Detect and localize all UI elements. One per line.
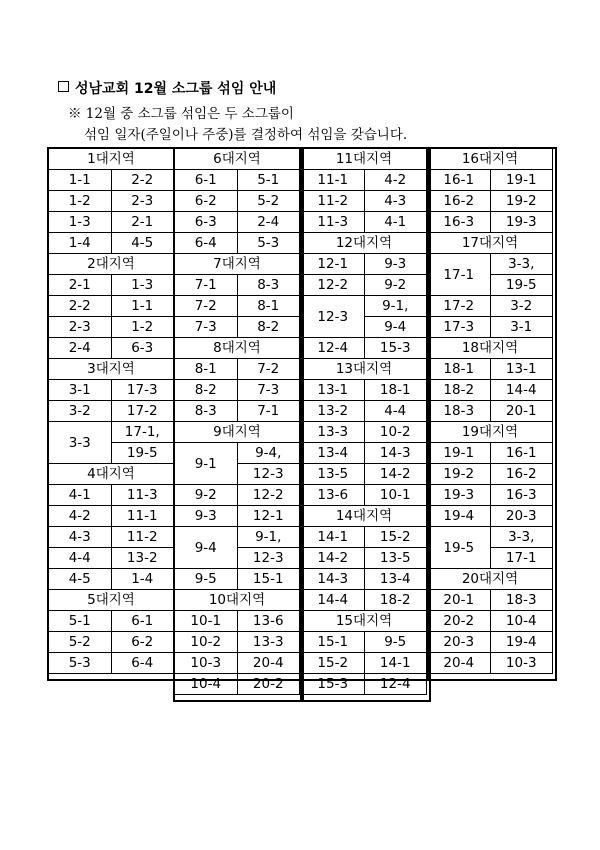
- table-row: [302, 191, 427, 212]
- partner-cell: 8-2: [237, 317, 300, 338]
- group-cell: 7-3: [175, 317, 238, 338]
- partner-cell: 9-5: [364, 632, 427, 653]
- partner-cell: 17-1,: [111, 422, 174, 443]
- group-cell: 17-2: [428, 296, 491, 317]
- partner-cell: 11-3: [111, 485, 174, 506]
- partner-cell: 12-4: [364, 674, 427, 695]
- region-header: 4대지역: [49, 464, 174, 485]
- partner-cell: 3-1: [490, 317, 553, 338]
- partner-cell: 2-2: [111, 170, 174, 191]
- table-row: [175, 359, 300, 380]
- group-cell: 1-3: [49, 212, 112, 233]
- table-row: [49, 653, 174, 674]
- partner-cell: 10-1: [364, 485, 427, 506]
- group-cell: 17-1: [428, 254, 491, 296]
- partner-cell: 20-4: [237, 653, 300, 674]
- table-row: [428, 632, 553, 653]
- schedule-column-4: [427, 148, 553, 674]
- table-row: [302, 254, 427, 275]
- table-row: [175, 653, 300, 674]
- table-row: [428, 191, 553, 212]
- partner-cell: 14-2: [364, 464, 427, 485]
- table-row: [175, 674, 300, 695]
- partner-cell: 8-3: [237, 275, 300, 296]
- partner-cell: 17-3: [111, 380, 174, 401]
- table-row: [428, 611, 553, 632]
- region-header: 8대지역: [175, 338, 300, 359]
- table-row: [302, 401, 427, 422]
- partner-cell: 7-2: [237, 359, 300, 380]
- group-cell: 20-4: [428, 653, 491, 674]
- group-cell: 11-1: [302, 170, 365, 191]
- partner-cell: 3-2: [490, 296, 553, 317]
- partner-cell: 10-4: [490, 611, 553, 632]
- group-cell: 17-3: [428, 317, 491, 338]
- group-cell: 13-1: [302, 380, 365, 401]
- region-header: 18대지역: [428, 338, 553, 359]
- group-cell: 4-3: [49, 527, 112, 548]
- group-cell: 3-3: [49, 422, 112, 464]
- region-header: 1대지역: [49, 149, 174, 170]
- group-cell: 18-1: [428, 359, 491, 380]
- partner-cell: 19-4: [490, 632, 553, 653]
- group-cell: 13-5: [302, 464, 365, 485]
- table-row: [49, 548, 174, 569]
- partner-cell: 10-3: [490, 653, 553, 674]
- table-row: [428, 380, 553, 401]
- note-line-1: ※ 12월 중 소그룹 섞임은 두 소그룹이: [68, 106, 294, 122]
- partner-cell: 13-5: [364, 548, 427, 569]
- partner-cell: 4-2: [364, 170, 427, 191]
- group-cell: 6-4: [175, 233, 238, 254]
- partner-cell: 4-3: [364, 191, 427, 212]
- region-header: 10대지역: [175, 590, 300, 611]
- group-cell: 16-2: [428, 191, 491, 212]
- table-row: [175, 275, 300, 296]
- partner-cell: 12-1: [237, 506, 300, 527]
- partner-cell: 9-1,: [237, 527, 300, 548]
- table-row: [49, 632, 174, 653]
- group-cell: 18-2: [428, 380, 491, 401]
- group-cell: 8-1: [175, 359, 238, 380]
- group-cell: 5-3: [49, 653, 112, 674]
- group-cell: 4-4: [49, 548, 112, 569]
- partner-cell: 5-1: [237, 170, 300, 191]
- partner-cell: 20-3: [490, 506, 553, 527]
- table-row: [175, 233, 300, 254]
- table-row: [175, 317, 300, 338]
- partner-cell: 4-5: [111, 233, 174, 254]
- group-cell: 15-1: [302, 632, 365, 653]
- partner-cell: 14-4: [490, 380, 553, 401]
- table-row: [49, 611, 174, 632]
- table-row: [175, 191, 300, 212]
- group-cell: 3-1: [49, 380, 112, 401]
- table-row: [49, 233, 174, 254]
- table-row: [49, 317, 174, 338]
- partner-cell: 12-3: [237, 464, 300, 485]
- table-row: [175, 296, 300, 317]
- group-cell: 1-1: [49, 170, 112, 191]
- table-row: [302, 212, 427, 233]
- partner-cell: 18-1: [364, 380, 427, 401]
- group-cell: 15-2: [302, 653, 365, 674]
- table-row: [428, 443, 553, 464]
- group-cell: 2-3: [49, 317, 112, 338]
- region-table: [48, 148, 174, 674]
- table-row: [49, 296, 174, 317]
- partner-cell: 2-1: [111, 212, 174, 233]
- partner-cell: 12-3: [237, 548, 300, 569]
- partner-cell: 17-1: [490, 548, 553, 569]
- group-cell: 1-4: [49, 233, 112, 254]
- region-header: 16대지역: [428, 149, 553, 170]
- partner-cell: 3-3,: [490, 527, 553, 548]
- table-row: [175, 380, 300, 401]
- schedule-column-1: [48, 148, 174, 674]
- region-header: 9대지역: [175, 422, 300, 443]
- partner-cell: 20-2: [237, 674, 300, 695]
- partner-cell: 1-2: [111, 317, 174, 338]
- table-row: [175, 485, 300, 506]
- region-header: 11대지역: [302, 149, 427, 170]
- table-row: [428, 359, 553, 380]
- table-row: [428, 170, 553, 191]
- group-cell: 20-3: [428, 632, 491, 653]
- group-cell: 2-1: [49, 275, 112, 296]
- partner-cell: 9-2: [364, 275, 427, 296]
- group-cell: 8-2: [175, 380, 238, 401]
- group-cell: 6-3: [175, 212, 238, 233]
- region-table: [301, 148, 427, 695]
- region-header: 2대지역: [49, 254, 174, 275]
- partner-cell: 13-2: [111, 548, 174, 569]
- table-row: [302, 275, 427, 296]
- group-cell: 10-1: [175, 611, 238, 632]
- table-row: [49, 380, 174, 401]
- note-line-2: 섞임 일자(주일이나 주중)를 결정하여 섞임을 갖습니다.: [84, 127, 408, 143]
- table-row: [49, 401, 174, 422]
- partner-cell: 6-2: [111, 632, 174, 653]
- group-cell: 9-5: [175, 569, 238, 590]
- table-row: [49, 506, 174, 527]
- partner-cell: 1-3: [111, 275, 174, 296]
- group-cell: 18-3: [428, 401, 491, 422]
- table-row: [302, 569, 427, 590]
- group-cell: 9-2: [175, 485, 238, 506]
- schedule-column-2: [174, 148, 300, 695]
- partner-cell: 7-1: [237, 401, 300, 422]
- group-cell: 10-4: [175, 674, 238, 695]
- partner-cell: 6-1: [111, 611, 174, 632]
- partner-cell: 11-1: [111, 506, 174, 527]
- group-cell: 19-4: [428, 506, 491, 527]
- partner-cell: 1-1: [111, 296, 174, 317]
- group-cell: 11-3: [302, 212, 365, 233]
- partner-cell: 14-3: [364, 443, 427, 464]
- partner-cell: 11-2: [111, 527, 174, 548]
- partner-cell: 16-2: [490, 464, 553, 485]
- group-cell: 12-1: [302, 254, 365, 275]
- table-row: [302, 548, 427, 569]
- group-cell: 2-4: [49, 338, 112, 359]
- table-row: [428, 590, 553, 611]
- group-cell: 12-3: [302, 296, 365, 338]
- group-cell: 2-2: [49, 296, 112, 317]
- table-row: [302, 338, 427, 359]
- partner-cell: 9-4: [364, 317, 427, 338]
- table-row: [49, 170, 174, 191]
- group-cell: 16-3: [428, 212, 491, 233]
- table-row: [49, 338, 174, 359]
- group-cell: 20-1: [428, 590, 491, 611]
- partner-cell: 3-3,: [490, 254, 553, 275]
- group-cell: 6-1: [175, 170, 238, 191]
- group-cell: 9-1: [175, 443, 238, 485]
- partner-cell: 13-3: [237, 632, 300, 653]
- partner-cell: 18-2: [364, 590, 427, 611]
- table-row: [302, 464, 427, 485]
- partner-cell: 6-3: [111, 338, 174, 359]
- partner-cell: 9-3: [364, 254, 427, 275]
- group-cell: 9-3: [175, 506, 238, 527]
- group-cell: 19-3: [428, 485, 491, 506]
- table-row: [49, 569, 174, 590]
- group-cell: 19-1: [428, 443, 491, 464]
- region-header: 13대지역: [302, 359, 427, 380]
- partner-cell: 9-1,: [364, 296, 427, 317]
- region-header: 15대지역: [302, 611, 427, 632]
- table-row: [175, 611, 300, 632]
- group-cell: 10-3: [175, 653, 238, 674]
- group-cell: 10-2: [175, 632, 238, 653]
- group-cell: 13-3: [302, 422, 365, 443]
- group-cell: 20-2: [428, 611, 491, 632]
- group-cell: 9-4: [175, 527, 238, 569]
- table-row: [302, 674, 427, 695]
- page-title: [58, 78, 276, 98]
- partner-cell: 19-1: [490, 170, 553, 191]
- table-row: [428, 653, 553, 674]
- table-row: [175, 170, 300, 191]
- table-row: [49, 191, 174, 212]
- group-cell: 7-2: [175, 296, 238, 317]
- group-cell: 3-2: [49, 401, 112, 422]
- region-header: 17대지역: [428, 233, 553, 254]
- table-row: [428, 401, 553, 422]
- region-header: 14대지역: [302, 506, 427, 527]
- group-cell: 4-2: [49, 506, 112, 527]
- partner-cell: 8-1: [237, 296, 300, 317]
- partner-cell: 16-3: [490, 485, 553, 506]
- partner-cell: 17-2: [111, 401, 174, 422]
- region-header: 3대지역: [49, 359, 174, 380]
- table-row: [302, 380, 427, 401]
- table-row: [302, 653, 427, 674]
- partner-cell: 20-1: [490, 401, 553, 422]
- group-cell: 14-3: [302, 569, 365, 590]
- table-row: [49, 485, 174, 506]
- group-cell: 5-1: [49, 611, 112, 632]
- table-row: [175, 569, 300, 590]
- partner-cell: 13-4: [364, 569, 427, 590]
- partner-cell: 9-4,: [237, 443, 300, 464]
- group-cell: 12-4: [302, 338, 365, 359]
- partner-cell: 18-3: [490, 590, 553, 611]
- partner-cell: 19-5: [490, 275, 553, 296]
- group-cell: 8-3: [175, 401, 238, 422]
- table-row: [302, 632, 427, 653]
- group-cell: 12-2: [302, 275, 365, 296]
- group-cell: 19-5: [428, 527, 491, 569]
- table-row: [302, 422, 427, 443]
- partner-cell: 5-3: [237, 233, 300, 254]
- partner-cell: 19-3: [490, 212, 553, 233]
- table-row: [175, 401, 300, 422]
- partner-cell: 4-4: [364, 401, 427, 422]
- region-header: 6대지역: [175, 149, 300, 170]
- region-table: [427, 148, 553, 674]
- partner-cell: 14-1: [364, 653, 427, 674]
- group-cell: 4-5: [49, 569, 112, 590]
- table-row: [428, 506, 553, 527]
- group-cell: 16-1: [428, 170, 491, 191]
- group-cell: 15-3: [302, 674, 365, 695]
- table-row: [302, 170, 427, 191]
- table-row: [428, 212, 553, 233]
- table-row: [428, 317, 553, 338]
- partner-cell: 15-2: [364, 527, 427, 548]
- title-text: 성남교회 12월 소그룹 섞임 안내: [75, 81, 277, 97]
- partner-cell: 6-4: [111, 653, 174, 674]
- partner-cell: 15-3: [364, 338, 427, 359]
- partner-cell: 2-3: [111, 191, 174, 212]
- table-row: [302, 485, 427, 506]
- region-header: 7대지역: [175, 254, 300, 275]
- table-row: [175, 632, 300, 653]
- group-cell: 14-1: [302, 527, 365, 548]
- region-table: [174, 148, 300, 695]
- group-cell: 19-2: [428, 464, 491, 485]
- table-row: [302, 590, 427, 611]
- group-cell: 14-2: [302, 548, 365, 569]
- group-cell: 13-2: [302, 401, 365, 422]
- partner-cell: 19-5: [111, 443, 174, 464]
- partner-cell: 7-3: [237, 380, 300, 401]
- partner-cell: 15-1: [237, 569, 300, 590]
- partner-cell: 16-1: [490, 443, 553, 464]
- region-header: 12대지역: [302, 233, 427, 254]
- region-header: 19대지역: [428, 422, 553, 443]
- group-cell: 5-2: [49, 632, 112, 653]
- table-row: [175, 506, 300, 527]
- partner-cell: 19-2: [490, 191, 553, 212]
- region-header: 20대지역: [428, 569, 553, 590]
- table-row: [428, 464, 553, 485]
- partner-cell: 12-2: [237, 485, 300, 506]
- table-row: [302, 527, 427, 548]
- table-row: [175, 212, 300, 233]
- group-cell: 1-2: [49, 191, 112, 212]
- table-row: [49, 527, 174, 548]
- schedule-column-3: [301, 148, 427, 695]
- group-cell: 13-6: [302, 485, 365, 506]
- checkbox-square-icon: [58, 81, 69, 92]
- group-cell: 11-2: [302, 191, 365, 212]
- table-row: [428, 296, 553, 317]
- partner-cell: 5-2: [237, 191, 300, 212]
- table-row: [49, 275, 174, 296]
- group-cell: 13-4: [302, 443, 365, 464]
- table-row: [428, 485, 553, 506]
- group-cell: 14-4: [302, 590, 365, 611]
- region-header: 5대지역: [49, 590, 174, 611]
- partner-cell: 2-4: [237, 212, 300, 233]
- partner-cell: 13-6: [237, 611, 300, 632]
- group-cell: 4-1: [49, 485, 112, 506]
- table-row: [49, 212, 174, 233]
- table-row: [302, 443, 427, 464]
- partner-cell: 4-1: [364, 212, 427, 233]
- partner-cell: 1-4: [111, 569, 174, 590]
- partner-cell: 10-2: [364, 422, 427, 443]
- group-cell: 6-2: [175, 191, 238, 212]
- partner-cell: 13-1: [490, 359, 553, 380]
- group-cell: 7-1: [175, 275, 238, 296]
